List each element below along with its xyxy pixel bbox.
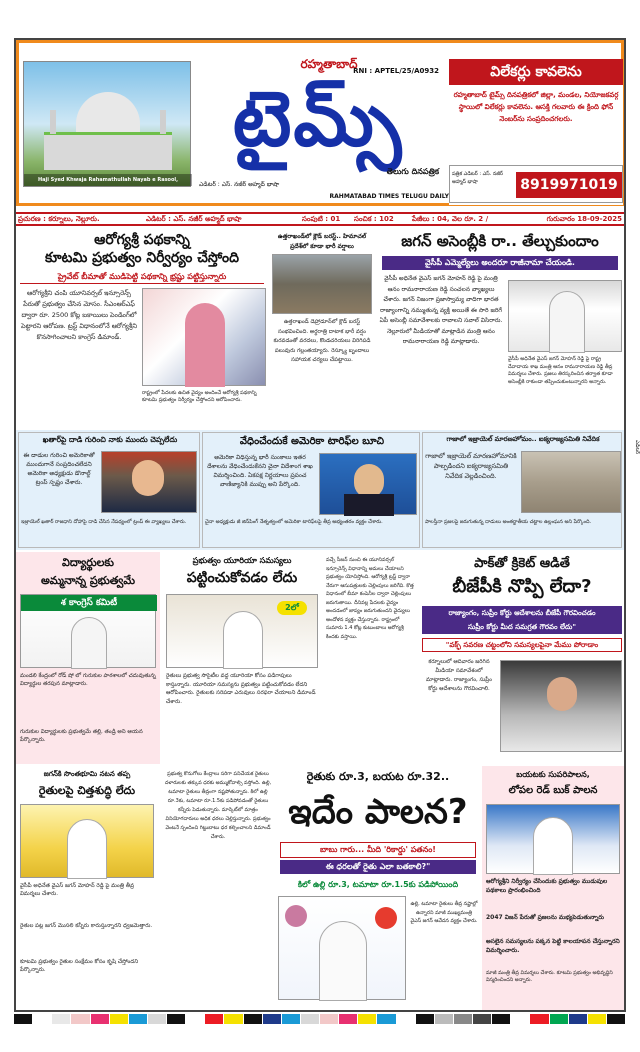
story-china-tariff — [202, 432, 420, 548]
footer-color-swatch — [511, 1014, 530, 1024]
footer-color-swatch — [588, 1014, 607, 1024]
footer-color-swatch — [129, 1014, 148, 1024]
story-red-book — [482, 766, 624, 1010]
story8-body: రైతులు ప్రభుత్వ సొసైటీల వద్ద యూరియా కోసం పడిగాపులు కాస్తున్నారు. యూరియా సమస్యను ప్రభుత్వం పట్టించుకోవడం లేదని ఆరోపించారు. రైతులకు సరిపడా ఎరువులు సరఫరా చేయాలని డిమాండ్ చేశారు. — [166, 673, 316, 705]
story12-headline-main: ఇదేం పాలన? — [288, 792, 468, 832]
info-editor: ఎడిటర్ : ఎస్. నజీర్ అహ్మద్ భాషా — [146, 215, 242, 223]
footer-color-swatch — [473, 1014, 492, 1024]
speaker-figure-4 — [67, 819, 107, 879]
story3-body2: వైసీపీ అధినేత వైఎస్ జగన్ మోహన్ రెడ్డి పై రాష్ట్ర దేవాదాయ శాఖ మంత్రి ఆనం రామనారాయణ రెడ్డి తీవ్ర విమర్శలు చేశారు. ప్రజలు తిరస్కరించిన తర్వాత కూడా అసెంబ్లీకి రాకుండా తప్పించుకుంటున్నారని అన్నారు. — [508, 356, 613, 385]
story12-sub1: బాబు గారు... మీది 'రికార్డు' పతనం! — [280, 842, 476, 858]
story6-headline: గాజాలో ఇజ్రాయెల్ మారణహోమం.. ఐక్యరాజ్యసమితి నివేదిక — [446, 435, 600, 443]
footer-color-swatch — [397, 1014, 416, 1024]
footer-color-swatch — [110, 1014, 129, 1024]
ad-phone: 8919971019 — [516, 172, 622, 198]
info-bar — [16, 212, 624, 226]
story10-subhead1-line1: రాజ్యాంగం, సుప్రీం కోర్టు ఆదేశాలను బీజేపీ గౌరవించడం — [448, 609, 596, 617]
xi-face — [354, 464, 384, 498]
story1-subhead: ప్రైవేట్ బీమాతో ముడిపెట్టి పథకాన్ని భ్రష్టు పట్టిస్తున్నారు — [20, 272, 264, 284]
story10-subhead1 — [422, 606, 622, 634]
story5-body: అమెరికా విధిస్తున్న భారీ సుంకాలు ఇతర దేశాలను వేధించేందుకేనని చైనా విదేశాంగ శాఖ విమర్శించింది. ఏకపక్ష నిర్ణయాలు ప్రపంచ వాణిజ్యానికి ముప్పు అని పేర్కొంది. — [207, 454, 313, 488]
footer-color-swatch — [607, 1014, 626, 1024]
story12-sub2: ఈ ధరలతో రైతు ఎలా బతకాలి?" — [280, 860, 476, 874]
footer-color-swatch — [224, 1014, 243, 1024]
story8-badge: 2లో — [277, 601, 307, 615]
story6-body: గాజాలో ఇజ్రాయెల్ మారణహోమానికి పాల్పడిందని ఐక్యరాజ్యసమితి నివేదిక వెల్లడించింది. — [425, 452, 517, 480]
story-gaza — [422, 432, 622, 548]
masthead-title: టైమ్స్ — [232, 74, 404, 163]
footer-color-swatch — [358, 1014, 377, 1024]
minaret-right — [160, 110, 166, 134]
story1-body: ఆరోగ్యశ్రీని చంపి యూనివర్సల్ ఇన్సూరెన్స్ పేరుతో ప్రభుత్వం చేసిన మోసం. సీఎంఆర్ఎఫ్ ద్వారా రూ. 2500 కోట్ల బకాయిలు పెండింగ్‌లో పెట్టారని ఆరోపణ. ట్రస్ట్ విధానంలోనే ఆరోగ్యశ్రీని కొనసాగించాలని కాంగ్రెస్ డిమాండ్. — [20, 289, 138, 341]
story13-headline-top: బయటకు సుపరిపాలన, — [516, 770, 590, 779]
speaker-figure-2 — [71, 617, 107, 669]
footer-color-swatch — [530, 1014, 549, 1024]
footer-color-swatch — [14, 1014, 33, 1024]
english-name: RAHMATABAD TIMES TELUGU DAILY — [329, 193, 449, 200]
onion-icon — [285, 905, 307, 927]
logo-image — [23, 61, 191, 195]
info-price: వెల రూ. 2 / — [452, 215, 489, 223]
story-aarogyasri — [16, 230, 268, 428]
story-pak-cricket — [420, 552, 624, 764]
info-issue: సంచిక : 102 — [354, 215, 394, 223]
footer-color-swatch — [263, 1014, 282, 1024]
story3-headline: జగన్ అసెంబ్లీకి రా.. తేల్చుకుందాం — [401, 232, 599, 250]
story13-bullet3: అసలైన సమస్యలను పక్కన పెట్టి కాలయాపన చేస్తున్నారని విమర్శించారు. — [486, 938, 620, 954]
story5-photo — [319, 453, 417, 515]
story4-body2: ఇజ్రాయెల్ ఖతార్ రాజధాని దోహాపై దాడి చేసిన నేపథ్యంలో ట్రంప్ ఈ వ్యాఖ్యలు చేశారు. — [21, 519, 187, 525]
story13-photo — [486, 804, 620, 874]
story11-headline-top: జగన్‌కి సొంతభూమి నటన తప్ప — [43, 770, 131, 778]
story4-headline: ఖతార్‌పై దాడి గురించి నాకు ముందు చెప్పలేదు — [42, 435, 178, 444]
trump-face — [132, 460, 164, 496]
footer-color-swatch — [244, 1014, 263, 1024]
ktr-face — [547, 677, 577, 711]
rni-number: RNI : APTEL/25/A0932 — [353, 67, 439, 75]
footer-color-swatch — [492, 1014, 511, 1024]
story12-sub3: కిలో ఉల్లి రూ.3, టమాటా రూ.1.5కు పడిపోయింది — [297, 880, 459, 889]
story2-photo — [272, 254, 372, 314]
story2-headline: ఉత్తరాఖండ్‌లో క్లౌడ్ బరస్ట్.. హిమాచల్ ప్రదేశ్‌లో కూడా భారీ వర్షాలు — [277, 233, 367, 250]
footer-color-swatch — [416, 1014, 435, 1024]
story-cloudburst — [270, 230, 374, 428]
footer-color-swatch — [435, 1014, 454, 1024]
footer-color-swatch — [320, 1014, 339, 1024]
story11-photo — [20, 804, 154, 878]
side-label: ఎడిటర్ — [634, 440, 640, 455]
story8-headline-top: ప్రభుత్వం యూరియా సమస్యలు — [192, 556, 292, 565]
footer-color-swatch — [301, 1014, 320, 1024]
story7-headline-main: అమ్మనాన్న ప్రభుత్వమే — [41, 574, 135, 587]
story-jagan-assembly — [376, 230, 624, 428]
story12-headline-top: రైతుకు రూ.3, బయట రూ.32.. — [306, 770, 450, 783]
story-jagan-farmers — [16, 766, 158, 1010]
speaker-figure-3 — [223, 611, 263, 669]
story10-body: కర్నూలులో ఆదివారం జరిగిన మీడియా సమావేశంలో మాట్లాడారు. రాజ్యాంగం, సుప్రీం కోర్టు ఆదేశాలను గౌరవించాలి. — [426, 659, 492, 692]
story8-photo — [166, 594, 318, 668]
story11-headline-main: రైతులపై చిత్తశుద్ధి లేదు — [38, 784, 136, 797]
jagan-figure — [319, 921, 367, 1001]
xi-suit — [344, 494, 394, 516]
story6-photo — [521, 451, 621, 513]
masthead-city: రహ్మతాబాద్ — [300, 57, 358, 71]
footer-color-swatch — [33, 1014, 52, 1024]
minister-figure — [549, 291, 585, 353]
story13-bullet1: ఆరోగ్యశ్రీని నిర్వీర్యం చేసిందుకు ప్రభుత్వం ముడుపుల పథకాలు ప్రారంభించింది — [486, 878, 608, 894]
story-insurance-column — [324, 552, 418, 764]
footer-color-swatch — [282, 1014, 301, 1024]
footer-color-swatch — [148, 1014, 167, 1024]
story1-headline-top: ఆరోగ్యశ్రీ పథకాన్ని — [94, 232, 190, 248]
speaker-figure-5 — [533, 817, 573, 875]
ad-contact-box — [449, 165, 623, 203]
story13-body: మాజీ మంత్రి తీవ్ర విమర్శలు చేశారు. కూటమి ప్రభుత్వం అభివృద్ధిని విస్మరించిందని అన్నారు. — [486, 970, 613, 983]
story12-photo — [278, 896, 406, 1000]
story7-photo — [20, 594, 156, 668]
story8-headline-main: పట్టించుకోవడం లేదు — [186, 570, 298, 586]
info-circulation: ప్రచురణ : కర్నూలు, నెల్లూరు. — [18, 215, 100, 223]
story7-bullet2: గురుకుల విద్యార్థులకు ప్రభుత్వమే తల్లి, తండ్రి అని ఆయన పేర్కొన్నారు. — [20, 729, 143, 743]
story7-headline-top: విద్యార్థులకు — [62, 556, 114, 569]
story11-bullet2: రైతుల పట్ల జగన్ మొసలి కన్నీరు కారుస్తున్నారని ధ్వజమెత్తారు. — [20, 923, 153, 929]
story10-headline-main: బీజేపీకి నొప్పి లేదా? — [452, 576, 592, 597]
story-students — [16, 552, 160, 764]
story13-headline-main: లోపల రెడ్ బుక్ పాలన — [508, 785, 598, 796]
newspaper-frame — [14, 38, 626, 1012]
footer-color-swatch — [167, 1014, 186, 1024]
info-pages: పేజీలు : 04, — [412, 215, 450, 223]
minaret-left — [50, 110, 56, 134]
story3-body: వైసీపీ అధినేత వైఎస్ జగన్ మోహన్ రెడ్డి పై మంత్రి ఆనం రామనారాయణ రెడ్డి సంచలన వ్యాఖ్యలు చేశారు. జగన్ నిజంగా ప్రజాస్వామ్య వాదిగా భారత రాజ్యాంగాన్ని నమ్ముతున్న వ్యక్తి అయితే ఈ సారి జరిగే ఏపీ అసెంబ్లీ సమావేశాలకు రావాలని సవాల్ విసిరారు. నెల్లూరులో మీడియాతో మాట్లాడిన మంత్రి ఆనం రామనారాయణ రెడ్డి మాట్లాడారు. — [379, 275, 503, 345]
story7-bullet1: మండలి కేంద్రంలో రోడ్ షో లో గురుకుల పాఠశాలలో చదువుతున్న విద్యార్థుల తరపున మాట్లాడారు. — [20, 673, 156, 687]
footer-color-swatch — [454, 1014, 473, 1024]
story-onion-tomato — [160, 766, 480, 1010]
story11-bullet1: వైసీపీ అధినేత వైఎస్ జగన్ మోహన్ రెడ్డి పై మంత్రి తీవ్ర విమర్శలు చేశారు. — [20, 883, 134, 897]
footer-color-swatch — [377, 1014, 396, 1024]
tomato-icon — [375, 907, 397, 929]
story10-subhead1-line2: సుప్రీం కోర్టు మీద సమగ్రత గౌరవం లేదు" — [468, 623, 576, 631]
masthead — [16, 40, 624, 206]
story2-body: ఉత్తరాఖండ్ డెహ్రాడూన్‌లో క్లౌడ్ బరస్ట్ సంభవించింది. అర్ధరాత్రి దాటాక భారీ వర్షం కురవడంతో వరదలు, కొండచరియలు విరిగిపడి పలువురు గల్లంతయ్యారు. రెస్క్యూ బృందాలు సహాయక చర్యలు చేపట్టాయి. — [273, 319, 371, 363]
story4-photo — [101, 451, 197, 513]
footer-color-swatch — [550, 1014, 569, 1024]
story13-bullet2: 2047 విజన్ పేరుతో ప్రజలను మభ్యపెడుతున్నారు — [486, 914, 604, 921]
footer-color-swatch — [339, 1014, 358, 1024]
story1-headline-main: కూటమి ప్రభుత్వం నిర్వీర్యం చేస్తోంది — [45, 250, 239, 266]
story-trump-qatar — [18, 432, 200, 548]
story11-bullet3: కూటమి ప్రభుత్వం రైతుల సంక్షేమం కోసం కృషి చేస్తోందని పేర్కొన్నారు. — [20, 959, 139, 973]
story1-photo — [142, 288, 266, 386]
info-date: గురువారం 18-09-2025 — [546, 215, 622, 223]
story5-headline: వేధించేందుకే అమెరికా టారిఫ్‌ల బూచి — [239, 436, 385, 447]
story4-body: ఈ దాడుల గురించి అమెరికాతో ముందుగానే సంప్రదించలేదని అమెరికా అధ్యక్షుడు డొనాల్డ్ ట్రంప్ స్పష్టం చేశారు. — [23, 452, 95, 486]
story5-body2: చైనా అధ్యక్షుడు జీ జిన్‌పింగ్ నేతృత్వంలో అమెరికా టారిఫ్‌లపై తీవ్ర అభ్యంతరం వ్యక్తం చేశారు. — [205, 519, 383, 525]
ad-body: రహ్మతాబాద్ టైమ్స్ దినపత్రికలో జిల్లా, మండల, నియోజకవర్గ స్థాయిలో విలేకర్లు కావలెను. ఆసక్తి గలవారు ఈ క్రింది ఫోన్ నెంబర్‌ను సంప్రదించగలరు. — [453, 91, 619, 123]
story-urea — [162, 552, 322, 764]
story10-photo — [500, 660, 622, 752]
story6-body2: పాలస్తీనా ప్రజలపై జరుగుతున్న దాడులు అంతర్జాతీయ చట్టాల ఉల్లంఘన అని పేర్కొంది. — [425, 519, 592, 525]
masthead-subtitle: తెలుగు దినపత్రిక — [386, 167, 439, 176]
story12-col-text: ప్రభుత్వ కొనుగోలు కేంద్రాలు సరిగా పనిచేయక రైతులు దళారులకు తక్కువ ధరకు అమ్ముకోవాల్సి వస్తోంది. ఉల్లి, టమాటా రైతులు తీవ్రంగా నష్టపోతున్నారు. కిలో ఉల్లి రూ.3కు, టమాటా రూ.1.5కు పడిపోవడంతో రైతులు కన్నీరు పెడుతున్నారు. మార్కెట్‌లో మాత్రం వినియోగదారులు అధిక ధరలు చెల్లిస్తున్నారు. ప్రభుత్వం వెంటనే స్పందించి గిట్టుబాటు ధర కల్పించాలని డిమాండ్ చేశారు. — [164, 771, 272, 840]
info-volume: సంపుటి : 01 — [302, 215, 341, 223]
story3-subhead: వైసీపీ ఎమ్మెల్యేలు అందరూ రాజీనామా చేయండి. — [382, 256, 618, 270]
footer-color-swatch — [569, 1014, 588, 1024]
banner-text: శ కాంగ్రెస్ కమిటీ — [21, 595, 157, 611]
story12-body: ఉల్లి, టమాటా రైతులు తీవ్ర నష్టాల్లో ఉన్నారని మాజీ ముఖ్యమంత్రి వైఎస్ జగన్ ఆవేదన వ్యక్తం చేశారు. — [410, 901, 478, 924]
footer-color-swatch — [186, 1014, 205, 1024]
story10-subhead2: "వక్ఫ్ సవరణ చట్టంలోని సమస్యలపైనా మేము పోరాడాం — [422, 638, 622, 652]
footer-color-swatch — [71, 1014, 90, 1024]
reporters-wanted-ad — [449, 59, 623, 205]
logo-caption: Haji Syed Khwaja Rahamathullah Nayab e Rasool, Ammajaan — [24, 174, 192, 186]
footer-color-bar — [14, 1014, 626, 1024]
ad-contact-label: పత్రిక ఎడిటర్ : ఎస్. నజీర్ అహ్మద్ భాషా — [452, 171, 503, 185]
masthead-editor: ఎడిటర్ : ఎస్. నజీర్ అహ్మద్ భాషా — [199, 181, 280, 188]
footer-color-swatch — [205, 1014, 224, 1024]
footer-color-swatch — [52, 1014, 71, 1024]
ad-heading: విలేకర్లు కావలెను — [449, 59, 623, 85]
story9-body: వచ్చే సీజన్ నుంచి ఈ యూనివర్సల్ ఇన్సూరెన్స్ విధానాన్ని అమలు చేయాలని ప్రభుత్వం యోచిస్తోంది. ఆరోగ్యశ్రీ ట్రస్ట్ ద్వారా నేరుగా ఆసుపత్రులకు చెల్లింపులు జరిగేవి. కొత్త విధానంలో బీమా కంపెనీల ద్వారా చెల్లింపులు జరుగుతాయి. దీనివల్ల పేదలకు వైద్యం అందడంలో జాప్యం జరుగుతుందని వైద్యులు ఆందోళన వ్యక్తం చేస్తున్నారు. రాష్ట్రంలో సుమారు 1.4 కోట్ల కుటుంబాలు ఆరోగ్యశ్రీ కిందకు వస్తాయి. — [326, 557, 414, 640]
shrine-base — [44, 132, 172, 170]
story3-photo — [508, 280, 622, 352]
story1-body2: రాష్ట్రంలో పేదలకు ఉచిత వైద్యం అందించే ఆరోగ్యశ్రీ పథకాన్ని కూటమి ప్రభుత్వం నిర్వీర్యం చేస్తోందని ఆరోపించారు. — [142, 390, 257, 403]
footer-color-swatch — [91, 1014, 110, 1024]
speaker-figure — [185, 303, 225, 387]
story10-headline-top: పాక్‌తో క్రికెట్ ఆడితే — [474, 556, 570, 571]
